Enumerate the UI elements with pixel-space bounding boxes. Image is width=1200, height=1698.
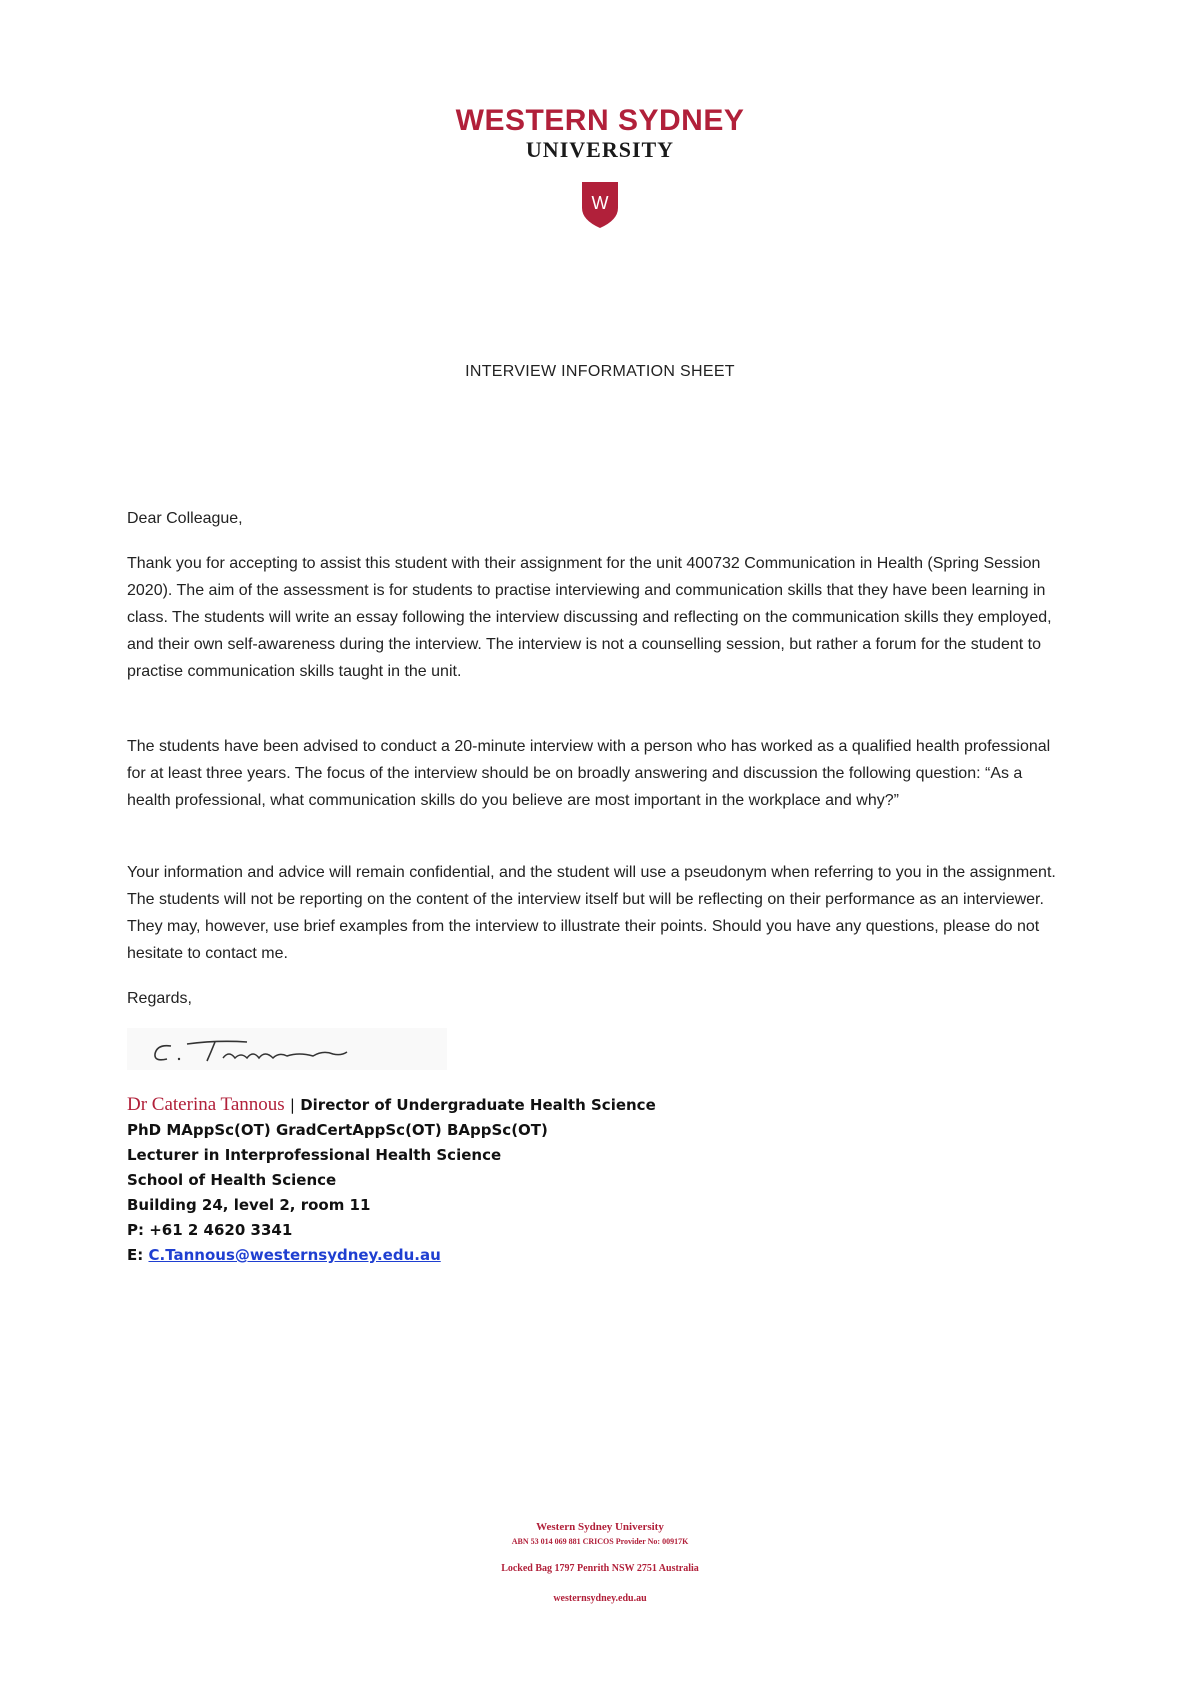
office-location: Building 24, level 2, room 11: [127, 1196, 371, 1214]
paragraph-interview-details: The students have been advised to conduct a 20-minute interview with a person who has worked as a qualified health professional for at least three years. The focus of the interview should be on broadly answering and discussion the following question: “As a health professional, what communication skills do you believe are most important in the workplace and why?”: [127, 738, 1051, 809]
email-line: [127, 1243, 1027, 1268]
phone-label: P:: [127, 1221, 144, 1239]
separator: |: [289, 1096, 295, 1114]
greeting: Dear Colleague,: [127, 510, 243, 527]
phone-number: +61 2 4620 3341: [149, 1221, 293, 1239]
signatory-name: Dr Caterina Tannous: [127, 1094, 285, 1115]
logo-line-western-sydney: WESTERN SYDNEY: [455, 104, 745, 137]
logo-line-university: UNIVERSITY: [525, 137, 675, 162]
shield-icon: [582, 182, 618, 228]
footer-registration: ABN 53 014 069 881 CRICOS Provider No: 00917K: [511, 1537, 689, 1546]
shield-letter: W: [591, 193, 609, 213]
footer-website: westernsydney.edu.au: [553, 1593, 647, 1604]
phone-line: [127, 1218, 1027, 1243]
paragraph-confidentiality: Your information and advice will remain confidential, and the student will use a pseudonym when referring to you in the assignment. The students will not be reporting on the content of the interview itself but will be reflecting on their performance as an interviewer. They may, however, use brief examples from the interview to illustrate their points. Should you have any questions, please do not hesitate to contact me.: [127, 864, 1056, 962]
closing: Regards,: [127, 990, 192, 1007]
footer: [0, 1519, 1200, 1607]
document-title: INTERVIEW INFORMATION SHEET: [465, 363, 735, 380]
email-link[interactable]: C.Tannous@westernsydney.edu.au: [148, 1246, 441, 1264]
paragraph-intro: Thank you for accepting to assist this student with their assignment for the unit 400732 Communication in Health (Spring Session 2020). The aim of the assessment is for students to practise interviewing and communication skills that they have been learning in class. The students will write an essay following the interview discussing and reflecting on the communication skills they employed, and their own self-awareness during the interview. The interview is not a counselling session, but rather a forum for the student to practise communication skills taught in the unit.: [127, 555, 1052, 680]
footer-address: Locked Bag 1797 Penrith NSW 2751 Australia: [501, 1563, 699, 1574]
handwritten-signature: [127, 1028, 447, 1070]
school: School of Health Science: [127, 1171, 337, 1189]
signature-block: [127, 1092, 1027, 1268]
footer-org: Western Sydney University: [536, 1521, 664, 1533]
position: Lecturer in Interprofessional Health Science: [127, 1146, 502, 1164]
signature-name-line: [127, 1092, 1027, 1118]
university-logo: [0, 104, 1200, 228]
email-label: E:: [127, 1246, 144, 1264]
signatory-role: Director of Undergraduate Health Science: [300, 1096, 656, 1114]
qualifications: PhD MAppSc(OT) GradCertAppSc(OT) BAppSc(OT): [127, 1121, 548, 1139]
